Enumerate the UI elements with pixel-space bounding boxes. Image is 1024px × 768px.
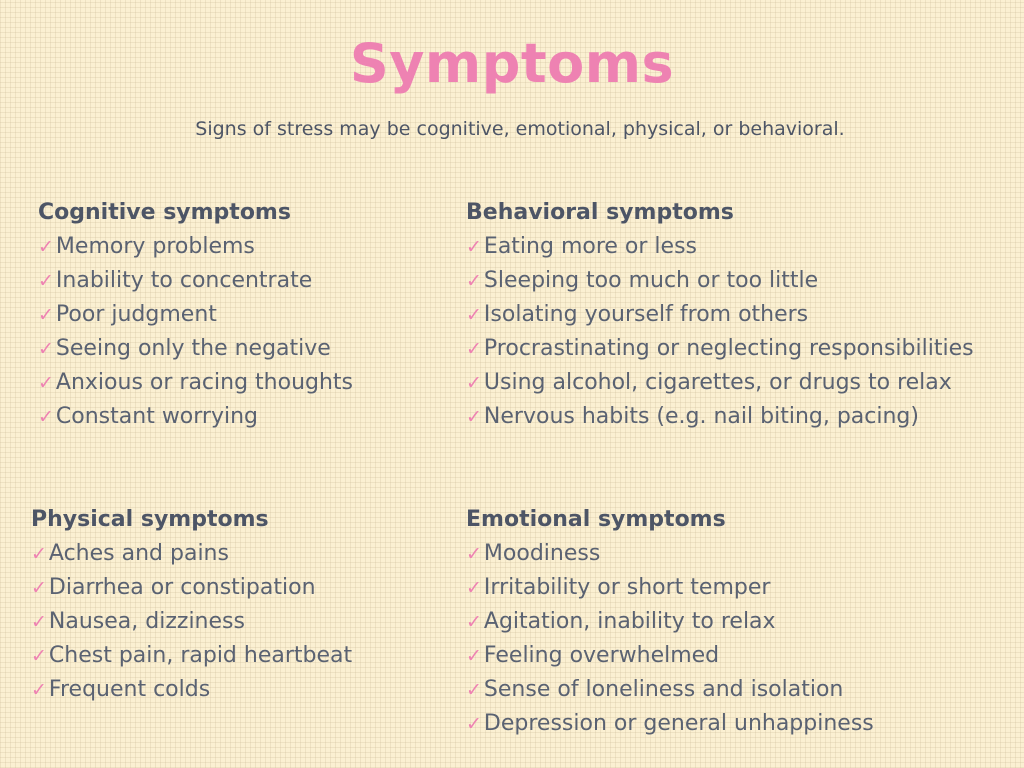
symptom-item (38, 366, 458, 400)
symptom-text: Diarrhea or constipation (48, 575, 316, 600)
symptom-text: Using alcohol, cigarettes, or drugs to relax (483, 370, 952, 395)
symptom-list (466, 230, 1014, 434)
symptom-item (31, 673, 451, 707)
check-mark-icon: ✓ (466, 713, 482, 735)
symptom-list (466, 537, 1014, 741)
check-mark-icon: ✓ (38, 338, 54, 360)
symptom-item (38, 332, 458, 366)
symptom-item (466, 332, 1014, 366)
symptom-item (466, 571, 1014, 605)
symptom-item (466, 537, 1014, 571)
symptom-item (466, 230, 1014, 264)
symptom-text: Depression or general unhappiness (483, 711, 874, 736)
symptom-list (31, 537, 451, 707)
symptom-text: Irritability or short temper (483, 575, 771, 600)
section-heading: Physical symptoms (31, 507, 269, 532)
symptom-text: Sense of loneliness and isolation (483, 677, 844, 702)
physical-section (31, 503, 451, 707)
symptom-item (466, 298, 1014, 332)
behavioral-section (466, 196, 1014, 434)
symptom-item (466, 707, 1014, 741)
slide-subtitle: Signs of stress may be cognitive, emotional, physical, or behavioral. (195, 118, 845, 140)
check-mark-icon: ✓ (38, 270, 54, 292)
check-mark-icon: ✓ (31, 679, 47, 701)
check-mark-icon: ✓ (466, 406, 482, 428)
section-heading: Behavioral symptoms (466, 200, 734, 225)
symptom-item (31, 571, 451, 605)
symptom-text: Nausea, dizziness (48, 609, 245, 634)
symptom-item (466, 605, 1014, 639)
check-mark-icon: ✓ (466, 577, 482, 599)
emotional-section (466, 503, 1014, 741)
symptom-text: Inability to concentrate (55, 268, 313, 293)
check-mark-icon: ✓ (466, 236, 482, 258)
symptom-item (466, 400, 1014, 434)
symptom-item (31, 605, 451, 639)
symptom-item (31, 639, 451, 673)
check-mark-icon: ✓ (466, 270, 482, 292)
check-mark-icon: ✓ (38, 236, 54, 258)
symptom-text: Anxious or racing thoughts (55, 370, 354, 395)
symptom-item (38, 230, 458, 264)
check-mark-icon: ✓ (466, 372, 482, 394)
check-mark-icon: ✓ (466, 645, 482, 667)
check-mark-icon: ✓ (31, 611, 47, 633)
check-mark-icon: ✓ (466, 543, 482, 565)
check-mark-icon: ✓ (466, 679, 482, 701)
symptom-text: Aches and pains (48, 541, 229, 566)
symptom-item (466, 673, 1014, 707)
symptom-text: Isolating yourself from others (483, 302, 809, 327)
symptom-text: Procrastinating or neglecting responsibilities (483, 336, 974, 361)
symptom-list (38, 230, 458, 434)
symptom-text: Eating more or less (483, 234, 697, 259)
symptom-text: Chest pain, rapid heartbeat (48, 643, 353, 668)
section-heading: Emotional symptoms (466, 507, 726, 532)
symptom-text: Feeling overwhelmed (483, 643, 720, 668)
symptom-text: Frequent colds (48, 677, 211, 702)
symptom-text: Sleeping too much or too little (483, 268, 819, 293)
section-heading: Cognitive symptoms (38, 200, 291, 225)
symptom-text: Moodiness (483, 541, 601, 566)
symptom-item (38, 298, 458, 332)
symptom-text: Seeing only the negative (55, 336, 331, 361)
symptom-item (31, 537, 451, 571)
check-mark-icon: ✓ (38, 406, 54, 428)
symptom-item (466, 366, 1014, 400)
slide-title: Symptoms (349, 32, 675, 95)
cognitive-section (38, 196, 458, 434)
symptom-item (38, 264, 458, 298)
check-mark-icon: ✓ (31, 543, 47, 565)
symptom-text: Constant worrying (55, 404, 259, 429)
check-mark-icon: ✓ (466, 338, 482, 360)
check-mark-icon: ✓ (466, 304, 482, 326)
symptom-text: Agitation, inability to relax (483, 609, 776, 634)
symptom-text: Memory problems (55, 234, 255, 259)
symptom-item (466, 639, 1014, 673)
symptom-text: Poor judgment (55, 302, 217, 327)
check-mark-icon: ✓ (466, 611, 482, 633)
check-mark-icon: ✓ (38, 304, 54, 326)
symptom-item (38, 400, 458, 434)
symptom-item (466, 264, 1014, 298)
check-mark-icon: ✓ (31, 577, 47, 599)
symptom-text: Nervous habits (e.g. nail biting, pacing) (483, 404, 919, 429)
check-mark-icon: ✓ (38, 372, 54, 394)
check-mark-icon: ✓ (31, 645, 47, 667)
